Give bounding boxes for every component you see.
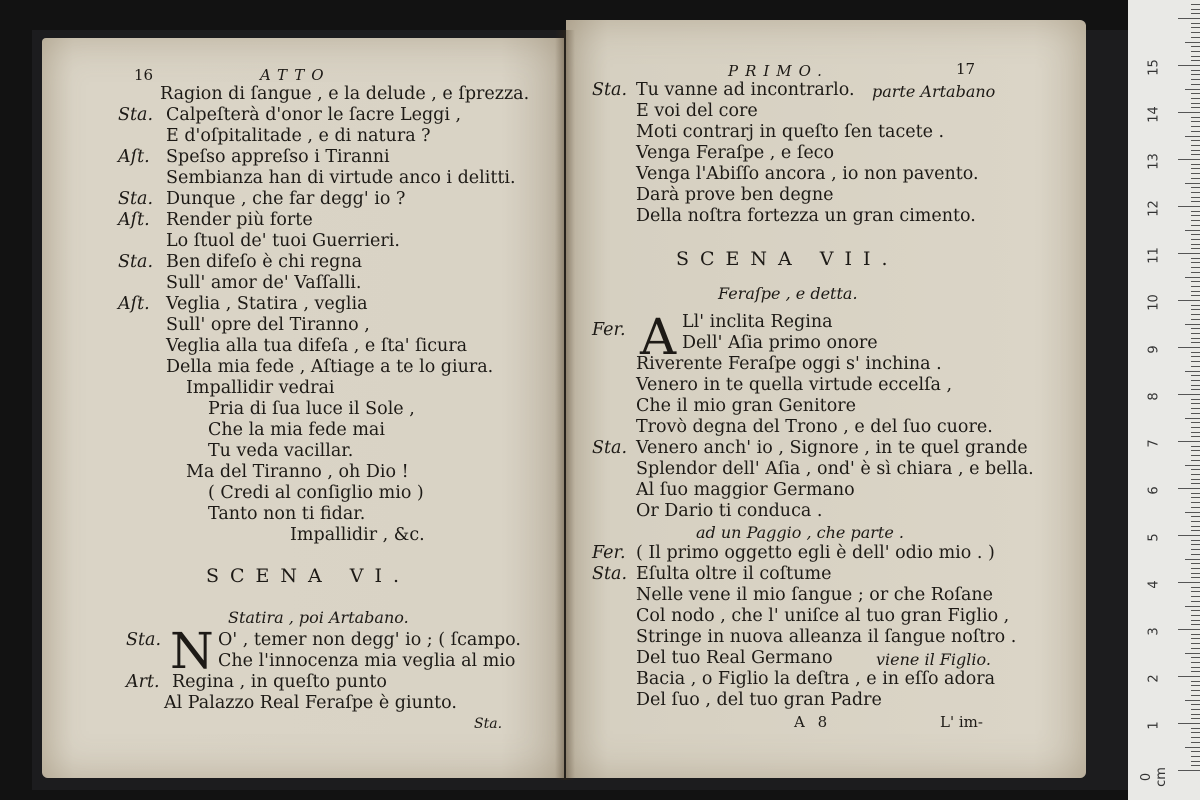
ruler-tick xyxy=(1191,671,1200,672)
aria-line-6: ( Credi al conſiglio mio ) xyxy=(208,483,424,503)
scene-characters: Feraſpe , e detta. xyxy=(718,284,858,303)
speaker-label: Sta. xyxy=(118,189,154,209)
ruler-tick xyxy=(1178,770,1200,771)
ruler-tick xyxy=(1191,51,1200,52)
ruler-tick xyxy=(1191,338,1200,339)
ruler-tick xyxy=(1191,540,1200,541)
ruler-tick xyxy=(1191,352,1200,353)
ruler-tick xyxy=(1191,544,1200,545)
ruler-tick xyxy=(1191,690,1200,691)
ruler-tick xyxy=(1191,37,1200,38)
speaker-label: Sta. xyxy=(592,438,628,458)
aria-line-3: Che la mia fede mai xyxy=(208,420,385,440)
ruler-label: 2 xyxy=(1146,674,1162,683)
ruler-tick xyxy=(1191,150,1200,151)
ruler-tick xyxy=(1191,70,1200,71)
ruler-tick xyxy=(1191,375,1200,376)
ruler-tick xyxy=(1191,422,1200,423)
scene-line-16: Stringe in nuova alleanza il ſangue noſtro . xyxy=(636,627,1017,647)
ruler-tick xyxy=(1191,728,1200,729)
right-line-7: Della noſtra fortezza un gran cimento. xyxy=(636,206,976,226)
scene-line-4: Venero in te quella virtude eccelſa , xyxy=(636,375,953,395)
ruler-tick xyxy=(1191,117,1200,118)
ruler-tick xyxy=(1191,168,1200,169)
ruler-tick xyxy=(1191,32,1200,33)
ruler-tick xyxy=(1185,418,1200,419)
scene-line-4: Al Palazzo Real Feraſpe è giunto. xyxy=(164,693,457,713)
ruler-tick xyxy=(1191,403,1200,404)
ruler-tick xyxy=(1191,667,1200,668)
ruler-tick xyxy=(1185,606,1200,607)
ruler-tick xyxy=(1191,469,1200,470)
ruler-tick xyxy=(1191,74,1200,75)
ruler-tick xyxy=(1191,573,1200,574)
ruler-label: 14 xyxy=(1146,106,1162,123)
ruler-label: 8 xyxy=(1146,392,1162,401)
ruler-label: 11 xyxy=(1146,247,1162,264)
ruler-tick xyxy=(1191,389,1200,390)
ruler-tick xyxy=(1185,559,1200,560)
speaker-label: Sta. xyxy=(118,105,154,125)
ruler-tick xyxy=(1191,131,1200,132)
ruler-label: 12 xyxy=(1146,200,1162,217)
scene-line-13: Eſulta oltre il coſtume xyxy=(636,564,832,584)
speaker-label: Fer. xyxy=(592,320,626,340)
ruler-tick xyxy=(1191,596,1200,597)
left-line-10: Sull' amor de' Vaſſalli. xyxy=(166,273,362,293)
ruler-label: 0 cm xyxy=(1139,767,1169,787)
ruler-tick xyxy=(1191,333,1200,334)
ruler-label: 10 xyxy=(1146,294,1162,311)
ruler-tick xyxy=(1191,126,1200,127)
ruler-tick xyxy=(1191,305,1200,306)
ruler-tick xyxy=(1191,530,1200,531)
ruler-tick xyxy=(1191,328,1200,329)
left-line-5: Sembianza han di virtude anco i delitti. xyxy=(166,168,516,188)
ruler-tick xyxy=(1178,159,1200,160)
scene-line-1: O' , temer non degg' io ; ( ſcampo. xyxy=(218,630,521,650)
ruler-tick xyxy=(1191,681,1200,682)
ruler-tick xyxy=(1191,145,1200,146)
ruler-label: 6 xyxy=(1146,486,1162,495)
ruler-tick xyxy=(1191,262,1200,263)
ruler-tick xyxy=(1191,526,1200,527)
ruler-tick xyxy=(1191,695,1200,696)
ruler-tick xyxy=(1191,408,1200,409)
ruler-tick xyxy=(1191,563,1200,564)
ruler-tick xyxy=(1178,112,1200,113)
aria-line-4: Tu veda vacillar. xyxy=(208,441,354,461)
signature-mark: A 8 xyxy=(794,713,832,731)
ruler-tick xyxy=(1191,309,1200,310)
left-line-12: Sull' opre del Tiranno , xyxy=(166,315,370,335)
scene-line-3: Riverente Feraſpe oggi s' inchina . xyxy=(636,354,942,374)
scene-characters: Statira , poi Artabano. xyxy=(228,608,409,627)
ruler-tick xyxy=(1185,371,1200,372)
scene-line-12: ( Il primo oggetto egli è dell' odio mio . ) xyxy=(636,543,995,563)
ruler-tick xyxy=(1191,497,1200,498)
scene-line-6: Trovò degna del Trono , e del ſuo cuore. xyxy=(636,417,993,437)
ruler-tick xyxy=(1178,723,1200,724)
ruler-tick xyxy=(1191,385,1200,386)
ruler-tick xyxy=(1191,601,1200,602)
speaker-label: Art. xyxy=(126,672,160,692)
ruler-tick xyxy=(1191,436,1200,437)
ruler-tick xyxy=(1191,154,1200,155)
speaker-label: Sta. xyxy=(126,630,162,650)
ruler-tick xyxy=(1191,234,1200,235)
ruler-tick xyxy=(1191,220,1200,221)
ruler-tick xyxy=(1185,465,1200,466)
ruler-tick xyxy=(1191,187,1200,188)
ruler-tick xyxy=(1191,366,1200,367)
stage-direction: parte Artabano xyxy=(872,82,996,101)
scene-line-5: Che il mio gran Genitore xyxy=(636,396,856,416)
left-running-head: ATTO xyxy=(260,66,331,84)
ruler-label: 13 xyxy=(1146,153,1162,170)
speaker-label: Sta. xyxy=(118,252,154,272)
ruler-tick xyxy=(1185,183,1200,184)
ruler-tick xyxy=(1191,248,1200,249)
ruler-tick xyxy=(1191,549,1200,550)
ruler-tick xyxy=(1191,455,1200,456)
ruler-tick xyxy=(1191,192,1200,193)
left-line-8: Lo ſtuol de' tuoi Guerrieri. xyxy=(166,231,400,251)
right-line-1: Tu vanne ad incontrarlo. xyxy=(636,80,855,100)
ruler-label: 9 xyxy=(1146,345,1162,354)
ruler-tick xyxy=(1191,164,1200,165)
ruler-tick xyxy=(1191,93,1200,94)
ruler-tick xyxy=(1178,676,1200,677)
speaker-label: Sta. xyxy=(592,564,628,584)
ruler-tick xyxy=(1191,281,1200,282)
ruler-tick xyxy=(1191,620,1200,621)
drop-capital: A xyxy=(640,308,677,366)
ruler-tick xyxy=(1191,709,1200,710)
ruler-tick xyxy=(1191,211,1200,212)
ruler-tick xyxy=(1191,314,1200,315)
ruler-tick xyxy=(1191,662,1200,663)
ruler-tick xyxy=(1178,394,1200,395)
ruler-tick xyxy=(1178,535,1200,536)
ruler-tick xyxy=(1191,56,1200,57)
ruler-tick xyxy=(1191,765,1200,766)
ruler-tick xyxy=(1178,488,1200,489)
ruler-tick xyxy=(1191,657,1200,658)
ruler-tick xyxy=(1191,610,1200,611)
right-running-head: PRIMO. xyxy=(728,62,829,80)
ruler-tick xyxy=(1191,634,1200,635)
ruler-tick xyxy=(1185,230,1200,231)
ruler-tick xyxy=(1185,700,1200,701)
ruler-tick xyxy=(1191,751,1200,752)
ruler-tick xyxy=(1191,258,1200,259)
ruler-tick xyxy=(1191,516,1200,517)
scene-line-1: Ll' inclita Regina xyxy=(682,312,833,332)
left-page-number: 16 xyxy=(134,66,154,84)
ruler-tick xyxy=(1191,742,1200,743)
ruler-tick xyxy=(1191,427,1200,428)
ruler-tick xyxy=(1191,624,1200,625)
ruler-tick xyxy=(1185,136,1200,137)
ruler-tick xyxy=(1191,356,1200,357)
ruler-tick xyxy=(1191,361,1200,362)
ruler-tick xyxy=(1191,685,1200,686)
right-page-number: 17 xyxy=(956,60,976,78)
speaker-label: Aſt. xyxy=(118,147,150,167)
ruler-tick xyxy=(1191,502,1200,503)
left-line-11: Veglia , Statira , veglia xyxy=(166,294,368,314)
ruler-tick xyxy=(1191,103,1200,104)
ruler-tick xyxy=(1191,587,1200,588)
ruler-tick xyxy=(1191,737,1200,738)
left-line-7: Render più forte xyxy=(166,210,313,230)
scene-line-3: Regina , in queſto punto xyxy=(172,672,387,692)
aria-line-1: Impallidir vedrai xyxy=(186,378,335,398)
ruler-label: 15 xyxy=(1146,59,1162,76)
speaker-label: Fer. xyxy=(592,543,626,563)
ruler-tick xyxy=(1191,140,1200,141)
ruler-tick xyxy=(1191,732,1200,733)
aria-line-2: Pria di ſua luce il Sole , xyxy=(208,399,415,419)
ruler-tick xyxy=(1191,704,1200,705)
ruler-label: 7 xyxy=(1146,439,1162,448)
scene-line-19: Del ſuo , del tuo gran Padre xyxy=(636,690,882,710)
ruler-tick xyxy=(1178,65,1200,66)
ruler-tick xyxy=(1191,554,1200,555)
ruler-tick xyxy=(1185,277,1200,278)
ruler-tick xyxy=(1178,300,1200,301)
left-line-13: Veglia alla tua difeſa , e ſta' ſicura xyxy=(166,336,468,356)
ruler-tick xyxy=(1191,27,1200,28)
ruler-label: 1 xyxy=(1146,721,1162,730)
ruler-tick xyxy=(1191,714,1200,715)
ruler-tick xyxy=(1191,446,1200,447)
ruler-label: 4 xyxy=(1146,580,1162,589)
ruler-tick xyxy=(1191,643,1200,644)
left-line-2: Calpeſterà d'onor le ſacre Leggi , xyxy=(166,105,462,125)
ruler-tick xyxy=(1178,441,1200,442)
scene-line-18: Bacia , o Figlio la deſtra , e in eſſo adora xyxy=(636,669,996,689)
drop-capital: N xyxy=(170,622,214,680)
stage-direction: viene il Figlio. xyxy=(876,650,991,669)
left-page xyxy=(42,38,564,778)
ruler-tick xyxy=(1185,324,1200,325)
scene-heading: SCENA VI. xyxy=(206,565,411,587)
ruler-tick xyxy=(1178,18,1200,19)
ruler-tick xyxy=(1178,629,1200,630)
ruler-tick xyxy=(1185,747,1200,748)
ruler-tick xyxy=(1191,201,1200,202)
ruler-tick xyxy=(1191,286,1200,287)
left-line-9: Ben difeſo è chi regna xyxy=(166,252,363,272)
scene-line-17: Del tuo Real Germano xyxy=(636,648,833,668)
ruler-tick xyxy=(1191,577,1200,578)
ruler-label: 5 xyxy=(1146,533,1162,542)
ruler-tick xyxy=(1191,493,1200,494)
ruler-tick xyxy=(1191,291,1200,292)
ruler-tick xyxy=(1191,272,1200,273)
scene-line-8: Splendor dell' Aſia , ond' è sì chiara , e bella. xyxy=(636,459,1034,479)
ruler-tick xyxy=(1191,568,1200,569)
book-gutter xyxy=(555,30,575,780)
ruler-label: 3 xyxy=(1146,627,1162,636)
ruler-tick xyxy=(1185,42,1200,43)
ruler-tick xyxy=(1191,761,1200,762)
left-line-1: Ragion di ſangue , e la delude , e ſprezza. xyxy=(160,84,530,104)
ruler-tick xyxy=(1191,399,1200,400)
ruler-tick xyxy=(1191,450,1200,451)
ruler-tick xyxy=(1178,582,1200,583)
ruler-tick xyxy=(1191,432,1200,433)
ruler-tick xyxy=(1191,460,1200,461)
ruler-tick xyxy=(1191,239,1200,240)
left-line-4: Speſso appreſso i Tiranni xyxy=(166,147,390,167)
ruler-tick xyxy=(1185,512,1200,513)
ruler-tick xyxy=(1191,756,1200,757)
ruler-tick xyxy=(1191,173,1200,174)
stage-direction: ad un Paggio , che parte . xyxy=(696,523,904,542)
catchword: Sta. xyxy=(474,716,503,732)
scene-line-2: Che l'innocenza mia veglia al mio xyxy=(218,651,516,671)
ruler-tick xyxy=(1191,197,1200,198)
ruler-tick xyxy=(1191,591,1200,592)
ruler-tick xyxy=(1191,319,1200,320)
ruler-tick xyxy=(1191,98,1200,99)
scene-heading: SCENA VII. xyxy=(676,248,899,270)
ruler-tick xyxy=(1191,107,1200,108)
ruler-tick xyxy=(1191,615,1200,616)
ruler-tick xyxy=(1191,718,1200,719)
right-line-2: E voi del core xyxy=(636,101,758,121)
speaker-label: Sta. xyxy=(592,80,628,100)
ruler-tick xyxy=(1191,4,1200,5)
ruler-tick xyxy=(1185,89,1200,90)
scene-line-9: Al ſuo maggior Germano xyxy=(636,480,855,500)
ruler-tick xyxy=(1191,244,1200,245)
ruler-tick xyxy=(1191,267,1200,268)
ruler-tick xyxy=(1191,342,1200,343)
right-line-6: Darà prove ben degne xyxy=(636,185,834,205)
aria-line-8: Impallidir , &c. xyxy=(290,525,425,545)
aria-line-5: Ma del Tiranno , oh Dio ! xyxy=(186,462,409,482)
right-line-3: Moti contrarj in queſto ſen tacete . xyxy=(636,122,945,142)
ruler-tick xyxy=(1191,507,1200,508)
scene-line-14: Nelle vene il mio ſangue ; or che Roſane xyxy=(636,585,993,605)
ruler-tick xyxy=(1185,653,1200,654)
ruler-tick xyxy=(1191,60,1200,61)
scene-line-2: Dell' Aſia primo onore xyxy=(682,333,878,353)
left-line-3: E d'oſpitalitade , e di natura ? xyxy=(166,126,431,146)
ruler-tick xyxy=(1191,380,1200,381)
ruler-tick xyxy=(1178,347,1200,348)
ruler-tick xyxy=(1191,295,1200,296)
measurement-ruler xyxy=(1128,0,1200,800)
left-line-6: Dunque , che far degg' io ? xyxy=(166,189,406,209)
speaker-label: Aſt. xyxy=(118,210,150,230)
left-line-14: Della mia fede , Aſtiage a te lo giura. xyxy=(166,357,494,377)
speaker-label: Aſt. xyxy=(118,294,150,314)
ruler-tick xyxy=(1191,121,1200,122)
ruler-tick xyxy=(1191,479,1200,480)
ruler-tick xyxy=(1191,84,1200,85)
ruler-tick xyxy=(1191,13,1200,14)
ruler-tick xyxy=(1191,9,1200,10)
ruler-tick xyxy=(1191,638,1200,639)
ruler-tick xyxy=(1191,178,1200,179)
ruler-tick xyxy=(1191,521,1200,522)
scene-line-10: Or Dario ti conduca . xyxy=(636,501,823,521)
scene-line-7: Venero anch' io , Signore , in te quel grande xyxy=(636,438,1028,458)
right-line-5: Venga l'Abiſſo ancora , io non pavento. xyxy=(636,164,979,184)
ruler-tick xyxy=(1178,206,1200,207)
ruler-tick xyxy=(1191,474,1200,475)
ruler-tick xyxy=(1191,225,1200,226)
ruler-tick xyxy=(1191,648,1200,649)
scene-line-15: Col nodo , che l' uniſce al tuo gran Figlio , xyxy=(636,606,1010,626)
aria-line-7: Tanto non ti fidar. xyxy=(208,504,366,524)
catchword: L' im- xyxy=(940,713,983,731)
right-page xyxy=(566,20,1086,778)
ruler-tick xyxy=(1191,413,1200,414)
ruler-tick xyxy=(1191,79,1200,80)
right-line-4: Venga Feraſpe , e ſeco xyxy=(636,143,835,163)
ruler-tick xyxy=(1178,253,1200,254)
ruler-tick xyxy=(1191,215,1200,216)
ruler-tick xyxy=(1191,483,1200,484)
ruler-tick xyxy=(1191,46,1200,47)
ruler-tick xyxy=(1191,23,1200,24)
